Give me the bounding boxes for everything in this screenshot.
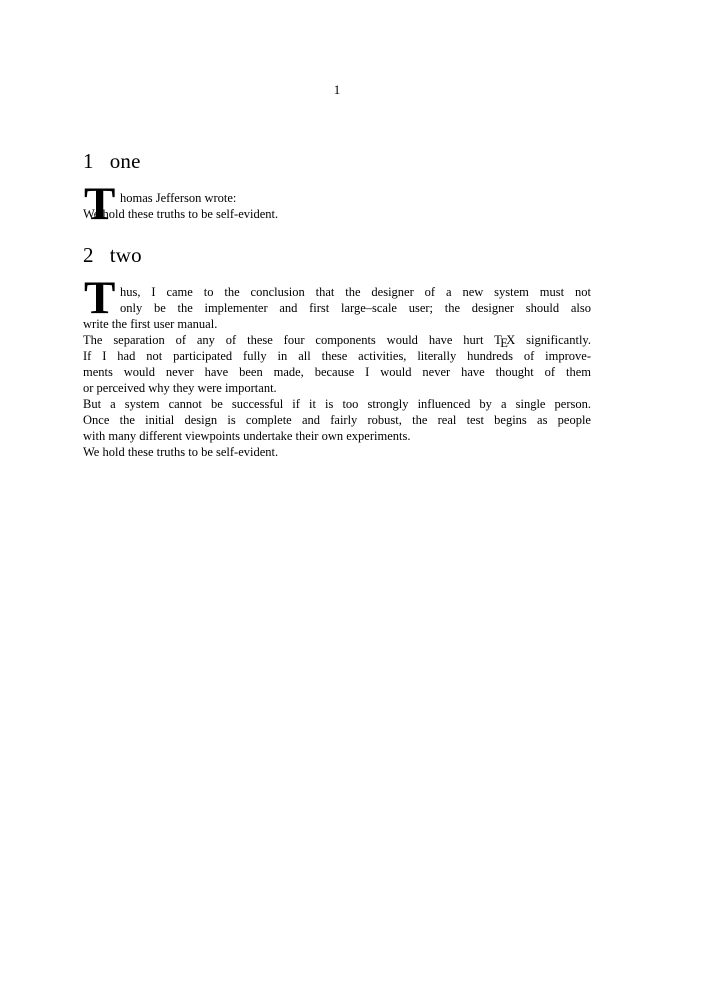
section-heading-1 — [83, 148, 591, 174]
section-2-number: 2 — [83, 243, 94, 267]
text-line: If I had not participated fully in all these activities, literally hundreds of improve- — [83, 349, 591, 363]
text-line: hus, I came to the conclusion that the designer of a new system must not — [120, 285, 591, 299]
text-line: write the first user manual. — [83, 317, 218, 331]
tex-logo — [494, 333, 516, 350]
tex-logo-T: T — [494, 333, 502, 347]
page-number: 1 — [333, 82, 341, 97]
section-1-number: 1 — [83, 149, 94, 173]
drop-cap-2: T — [84, 272, 116, 324]
text-line: But a system cannot be successful if it is too strongly influenced by a single person. — [83, 397, 591, 411]
tex-line-before: The separation of any of these four components would have hurt — [83, 333, 495, 347]
text-line-with-tex-logo — [83, 332, 591, 348]
text-line: We hold these truths to be self-evident. — [83, 445, 279, 459]
section-2-title: two — [109, 243, 142, 267]
section-heading-2 — [83, 242, 591, 268]
tex-logo-X: X — [506, 333, 516, 347]
text-line: ments would never have been made, because I would never have thought of them — [83, 365, 591, 379]
drop-cap-1: T — [84, 178, 116, 230]
tex-logo-E: E — [500, 335, 508, 350]
text-line: homas Jefferson wrote: — [120, 191, 237, 205]
section-1-title: one — [109, 149, 141, 173]
text-line: We hold these truths to be self-evident. — [83, 207, 279, 221]
text-line: or perceived why they were important. — [83, 381, 277, 395]
text-line: Once the initial design is complete and fairly robust, the real test begins as people — [83, 413, 591, 427]
text-line: only be the implementer and first large–scale user; the designer should also — [120, 301, 591, 315]
text-line: with many different viewpoints undertake their own experiments. — [83, 429, 411, 443]
section-2-paragraph — [83, 272, 591, 460]
text-column — [83, 0, 591, 460]
section-1-paragraph — [83, 178, 591, 230]
tex-line-after: significantly. — [515, 333, 591, 347]
